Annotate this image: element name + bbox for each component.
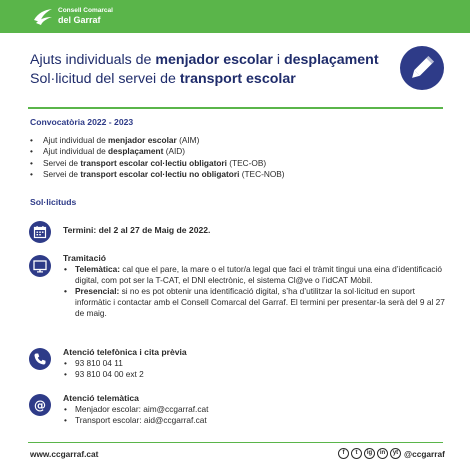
title-line-2: Sol·licitud del servei de transport escolar [30,71,296,87]
list-item: • Presencial: si no es pot obtenir una identificació digital, s’ha d’utilitzar la sol·licitud en suport informàtic i contactar amb el Consell Comarcal del Garraf. El termini per presentar-la serà del 9 al 27 de maig. [63,286,448,319]
calendar-icon [29,221,51,243]
title-divider [28,107,443,109]
phone-number[interactable]: • 93 810 04 00 ext 2 [63,369,144,380]
facebook-icon[interactable]: f [338,448,349,459]
tramitacio-title: Tramitació [63,253,106,263]
email-item[interactable]: • Transport escolar: aid@ccgarraf.cat [63,415,208,426]
twitter-icon[interactable]: t [351,448,362,459]
telematica-title: Atenció telemàtica [63,393,139,403]
list-item: • Ajut individual de desplaçament (AID) [30,146,285,157]
convocatoria-title: Convocatòria 2022 - 2023 [30,117,134,127]
phone-number[interactable]: • 93 810 04 11 [63,358,144,369]
social-handle[interactable]: @ccgarraf [404,449,445,459]
logo-line-1: Consell Comarcal [58,7,113,14]
monitor-icon [29,255,51,277]
linkedin-icon[interactable]: in [377,448,388,459]
title-line-1: Ajuts individuals de menjador escolar i desplaçament [30,52,379,68]
telefon-title: Atenció telefònica i cita prèvia [63,347,187,357]
logo-line-2: del Garraf [58,15,101,25]
email-item[interactable]: • Menjador escolar: aim@ccgarraf.cat [63,404,208,415]
leaf-logo-icon [32,5,54,27]
top-bar [0,0,470,33]
consell-comarcal-logo[interactable] [32,4,122,28]
termini-text: Termini: del 2 al 27 de Maig de 2022. [63,225,211,235]
list-item: • Telemàtica: cal que el pare, la mare o el tutor/a legal que faci el tràmit tingui una eina d’identificació digital, com pot ser la T-CAT, el DNI electrònic, el sistema Cl@ve o l’idCAT Mòbil. [63,264,448,286]
footer-divider [28,442,443,443]
telefon-list [63,358,144,380]
list-item: • Servei de transport escolar col·lectiu no obligatori (TEC-NOB) [30,169,285,180]
list-item: • Servei de transport escolar col·lectiu obligatori (TEC-OB) [30,158,285,169]
telematica-list [63,404,208,426]
instagram-icon[interactable]: ig [364,448,375,459]
social-icons [338,448,401,460]
youtube-icon[interactable]: yt [390,448,401,459]
list-item: • Ajut individual de menjador escolar (AIM) [30,135,285,146]
page-title [30,51,380,89]
phone-icon [29,348,51,370]
footer-url[interactable]: www.ccgarraf.cat [30,449,99,459]
tramitacio-list [63,264,448,319]
convocatoria-list [30,135,285,180]
svg-text:@: @ [34,398,46,413]
pencil-icon [400,46,444,90]
sollicituds-title: Sol·licituds [30,197,77,207]
at-sign-icon [29,394,51,416]
